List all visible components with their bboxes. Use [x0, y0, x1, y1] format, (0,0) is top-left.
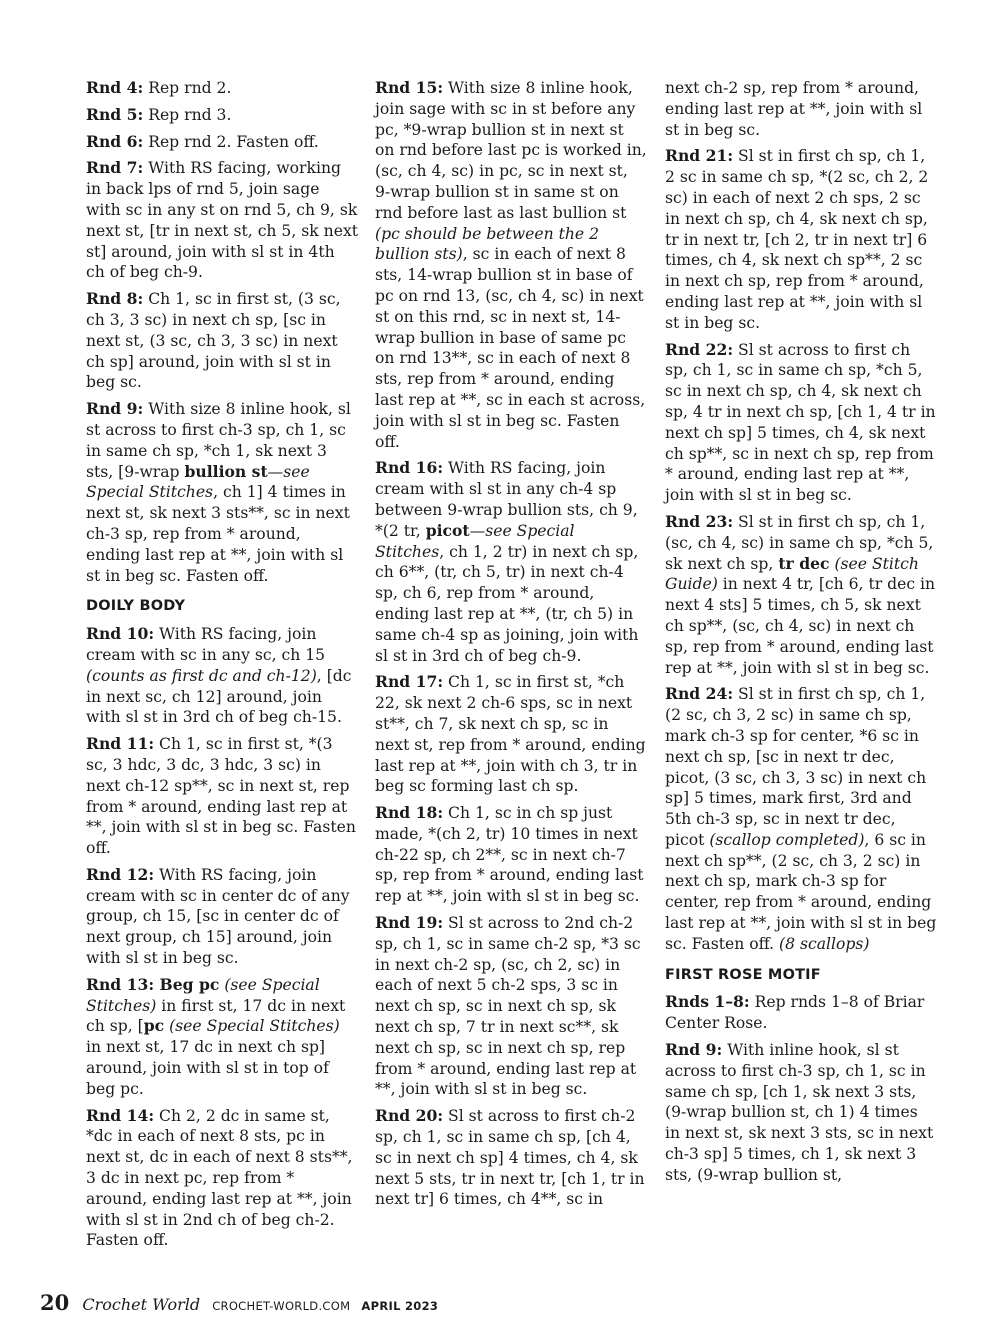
page-footer — [40, 1290, 438, 1315]
instruction-text: , [dc in next sc, ch 12] around, join with sl st in 3rd ch of beg ch-15. — [86, 666, 352, 727]
instruction-text: Ch 1, sc in ch sp just made, *(ch 2, tr) 10 times in next ch-22 sp, ch 2**, sc in next ch-7 sp, rep from * around, ending last rep at **, join with sl st in beg sc. — [375, 804, 644, 906]
section-heading: FIRST ROSE MOTIF — [665, 966, 821, 983]
text-column-1 — [86, 78, 358, 1257]
note-text: (see Special Stitches) — [86, 975, 320, 1015]
instruction-text: Ch 2, 2 dc in same st, *dc in each of next 8 sts, pc in next st, dc in each of next 8 sts**, 3 dc in next pc, rep from * around, ending last rep at **, join with sl st in 2nd ch of beg ch-2. Fasten off. — [86, 1106, 353, 1250]
stitch-label: Rnd 16: — [375, 458, 444, 478]
instruction-text: Ch 1, sc in first st, *(3 sc, 3 hdc, 3 dc, 3 hdc, 3 sc) in next ch-12 sp**, sc in next st, rep from * around, ending last rep at **, join with sl st in beg sc. Fasten off. — [86, 735, 356, 858]
pattern-instruction — [86, 1106, 358, 1252]
instruction-text: in first st, 17 dc in next ch sp, [ — [86, 996, 346, 1036]
pattern-instruction — [375, 78, 647, 452]
pattern-instruction — [86, 132, 358, 153]
stitch-label: Rnd 9: — [86, 399, 144, 419]
pattern-instruction — [665, 78, 937, 140]
stitch-label: Rnd 14: — [86, 1105, 155, 1125]
pattern-instruction — [665, 684, 937, 954]
pattern-instruction — [665, 146, 937, 333]
instruction-text: Rep rnd 2. Fasten off. — [143, 132, 319, 151]
instruction-text: Ch 1, sc in first st, (3 sc, ch 3, 3 sc) in next ch sp, [sc in next st, (3 sc, ch 3, 3 sc) in next ch sp] around, join with sl st in beg sc. — [86, 290, 341, 392]
stitch-label: Rnd 6: — [86, 131, 144, 151]
note-text: (counts as first dc and ch-12) — [86, 666, 317, 685]
instruction-text: With RS facing, working in back lps of rnd 5, join sage with sc in any st on rnd 5, ch 9, sk next st, [tr in next st, ch 5, sk next st] around, join with sl st in 4th ch of beg ch-9. — [86, 159, 358, 282]
instruction-text: Sl st in first ch sp, ch 1, (2 sc, ch 3, 2 sc) in same ch sp, mark ch-3 sp for center, *6 sc in next ch sp, [sc in next tr dec, picot, (3 sc, ch 3, 3 sc) in next ch sp] 5 times, mark first, 3rd and 5th ch-3 sp, sc in next tr dec, picot — [665, 685, 927, 849]
pattern-instruction — [665, 992, 937, 1034]
note-text: —see Special Stitches — [86, 462, 310, 502]
note-text: (scallop completed) — [709, 830, 865, 849]
stitch-label: picot — [425, 520, 470, 540]
pattern-instruction — [665, 340, 937, 506]
pattern-instruction — [375, 913, 647, 1100]
pattern-instruction — [375, 803, 647, 907]
note-text: (8 scallops) — [779, 934, 870, 953]
instruction-text: , ch 1] 4 times in next st, sk next 3 sts**, sc in next ch-3 sp, rep from * around, ending last rep at **, join with sl st in beg sc. Fasten off. — [86, 483, 350, 585]
stitch-label: Rnd 22: — [665, 339, 734, 359]
note-text: (pc should be between the 2 bullion sts) — [375, 224, 600, 264]
website-link[interactable]: CROCHET-WORLD.COM — [212, 1299, 351, 1313]
pattern-instruction — [86, 624, 358, 728]
instruction-text: in next 4 tr, [ch 6, tr dec in next 4 sts] 5 times, ch 5, sk next ch sp**, (sc, ch 4, sc) in next ch sp, rep from * around, ending last rep at **, join with sl st in beg sc. — [665, 575, 936, 677]
pattern-instruction — [665, 512, 937, 678]
stitch-label: Rnd 11: — [86, 734, 155, 754]
note-text: —see Special Stitches — [375, 521, 575, 561]
pattern-instruction — [86, 289, 358, 393]
instruction-text: in next st, 17 dc in next ch sp] around, join with sl st in top of beg pc. — [86, 1038, 329, 1098]
stitch-label: tr dec — [778, 553, 830, 573]
instruction-text: Sl st across to first ch-2 sp, ch 1, sc in same ch sp, [ch 4, sc in next ch sp] 4 times, ch 4, sk next 5 sts, tr in next tr, [ch 1, tr in next tr] 6 times, ch 4**, sc in — [375, 1107, 645, 1209]
instruction-text: Sl st in first ch sp, ch 1, 2 sc in same ch sp, *(2 sc, ch 2, 2 sc) in each of next 2 ch sps, 2 sc in next ch sp, ch 4, sk next ch sp, tr in next tr, [ch 2, tr in next tr] 6 times, ch 4, sk next ch sp**, 2 sc in next ch sp, rep from * around, ending last rep at **, join with sl st in beg sc. — [665, 147, 929, 332]
instruction-text: Ch 1, sc in first st, *ch 22, sk next 2 ch-6 sps, sc in next st**, ch 7, sk next ch sp, sc in next st, rep from * around, ending last rep at **, join with ch 3, tr in beg sc forming last ch sp. — [375, 673, 646, 796]
instruction-text: With inline hook, sl st across to first ch-3 sp, ch 1, sc in same ch sp, [ch 1, sk next 3 sts, (9-wrap bullion st, ch 1) 4 times in next st, sk next 3 sts, sc in next ch-3 sp] 5 times, ch 1, sk next 3 sts, (9-wrap bullion st, — [665, 1041, 934, 1184]
instruction-text: With RS facing, join cream with sc in center dc of any group, ch 15, [sc in center dc of next group, ch 15] around, join with sl st in beg sc. — [86, 865, 350, 968]
text-column-3 — [665, 78, 937, 1192]
pattern-instruction — [375, 672, 647, 797]
instruction-text: next ch-2 sp, rep from * around, ending last rep at **, join with sl st in beg sc. — [665, 79, 923, 139]
instruction-text: With size 8 inline hook, sl st across to first ch-3 sp, ch 1, sc in same ch sp, *ch 1, sk next 3 sts, [9-wrap — [86, 400, 351, 481]
stitch-label: Rnd 7: — [86, 158, 144, 178]
stitch-label: Rnd 18: — [375, 803, 444, 823]
stitch-label: bullion st — [184, 461, 268, 481]
stitch-label: Rnd 4: — [86, 78, 144, 97]
stitch-label: Rnd 19: — [375, 913, 444, 933]
stitch-label: Rnd 13: Beg pc — [86, 974, 220, 994]
pattern-instruction — [86, 105, 358, 126]
instruction-text: Rep rnds 1–8 of Briar Center Rose. — [665, 993, 925, 1033]
pattern-instruction — [86, 158, 358, 283]
instruction-text: Sl st across to first ch sp, ch 1, sc in same ch sp, *ch 5, sc in next ch sp, ch 4, sk next ch sp, 4 tr in next ch sp, [ch 1, 4 tr in next ch sp] 5 times, ch 4, sk next ch sp**, sc in next ch sp, rep from * around, ending last rep at **, join with sl st in beg sc. — [665, 340, 936, 505]
instruction-text: Rep rnd 2. — [143, 79, 232, 97]
stitch-label: Rnd 8: — [86, 289, 144, 309]
instruction-text: , 6 sc in next ch sp**, (2 sc, ch 3, 2 sc) in next ch sp, mark ch-3 sp for center, rep from * around, ending last rep at **, join with sl st in beg sc. Fasten off. — [665, 830, 937, 953]
page-number: 20 — [40, 1290, 70, 1315]
stitch-label: Rnd 12: — [86, 864, 155, 884]
magazine-title: Crochet World — [82, 1295, 201, 1314]
stitch-label: Rnd 23: — [665, 511, 734, 531]
pattern-instruction — [86, 975, 358, 1100]
instruction-text: , ch 1, 2 tr) in next ch sp, ch 6**, (tr, ch 5, tr) in next ch-4 sp, ch 6, rep from * around, ending last rep at **, (tr, ch 5) in same ch-4 sp as joining, join with sl st in 3rd ch of beg ch-9. — [375, 542, 639, 665]
instruction-text: Rep rnd 3. — [143, 105, 232, 124]
instruction-text: , sc in each of next 8 sts, 14-wrap bullion st in base of pc on rnd 13, (sc, ch 4, sc) in next st on this rnd, sc in next st, 14-wrap bullion in base of same pc on rnd 13**, sc in each of next 8 sts, rep from * around, ending last rep at **, sc in each st across, join with sl st in beg sc. Fasten off. — [375, 245, 646, 451]
pattern-instruction — [375, 458, 647, 666]
stitch-label: Rnd 9: — [665, 1040, 723, 1060]
stitch-label: Rnd 5: — [86, 104, 144, 124]
stitch-label: Rnd 20: — [375, 1106, 444, 1126]
text-column-2 — [375, 78, 647, 1216]
stitch-label: Rnd 17: — [375, 672, 444, 692]
instruction-text: Sl st across to 2nd ch-2 sp, ch 1, sc in same ch-2 sp, *3 sc in next ch-2 sp, (sc, ch 2, sc) in each of next 5 ch-2 sps, 3 sc in next ch sp, sc in next ch sp, sk next ch sp, 7 tr in next sc**, sk next ch sp, sc in next ch sp, rep from * around, ending last rep at **, join with sl st in beg sc. — [375, 914, 641, 1099]
stitch-label: Rnd 21: — [665, 146, 734, 166]
pattern-instruction — [665, 1040, 937, 1186]
pattern-instruction — [86, 399, 358, 586]
pattern-instruction — [86, 78, 358, 99]
stitch-label: Rnd 24: — [665, 684, 734, 704]
note-text: (see Special Stitches) — [164, 1017, 340, 1036]
stitch-label: Rnds 1–8: — [665, 992, 750, 1012]
instruction-text: Sl st in first ch sp, ch 1, (sc, ch 4, sc) in same ch sp, *ch 5, sk next ch sp, — [665, 512, 934, 573]
pattern-instruction — [375, 1106, 647, 1210]
stitch-label: Rnd 15: — [375, 78, 444, 97]
instruction-text: With RS facing, join cream with sl st in any ch-4 sp between 9-wrap bullion sts, ch 9, *(2 tr, — [375, 459, 638, 540]
stitch-label: Rnd 10: — [86, 624, 155, 644]
section-heading: DOILY BODY — [86, 598, 186, 615]
note-text: (see Stitch Guide) — [665, 554, 919, 594]
instruction-text: With RS facing, join cream with sc in any sc, ch 15 — [86, 625, 326, 664]
issue-date: APRIL 2023 — [361, 1299, 439, 1313]
instruction-text: With size 8 inline hook, join sage with sc in st before any pc, *9-wrap bullion st in next st on rnd before last pc is worked in, (sc, ch 4, sc) in pc, sc in next st, 9-wrap bullion st in same st on rnd before last as last bullion st — [375, 79, 647, 222]
pattern-instruction — [86, 865, 358, 969]
pattern-instruction — [86, 734, 358, 859]
stitch-label: pc — [143, 1016, 165, 1036]
